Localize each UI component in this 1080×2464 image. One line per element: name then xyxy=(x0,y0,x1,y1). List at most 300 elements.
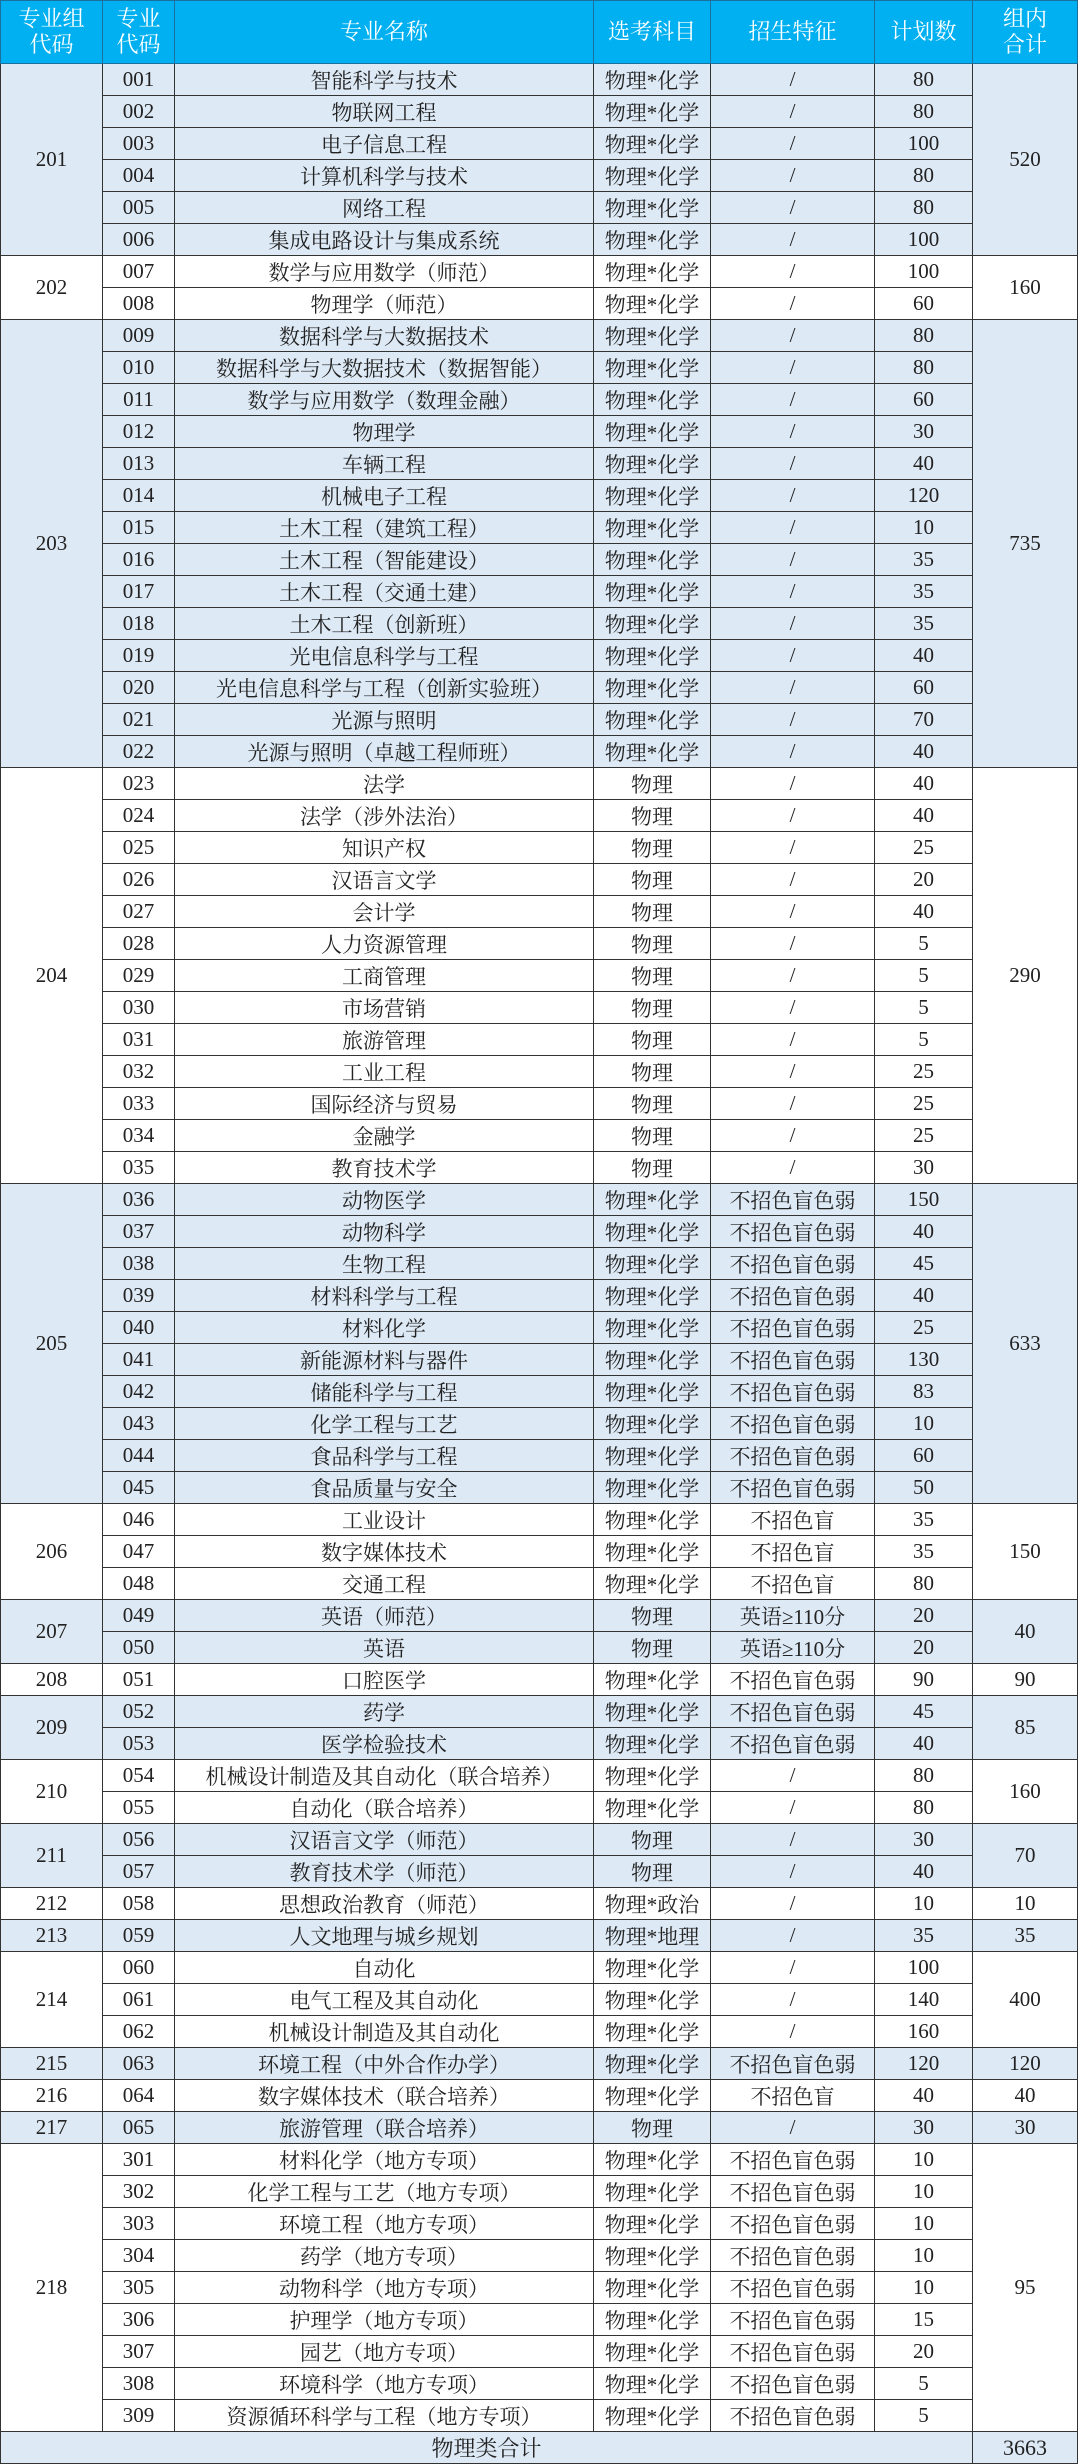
plan: 5 xyxy=(875,1024,973,1056)
major-name: 市场营销 xyxy=(175,992,594,1024)
major-name: 工业设计 xyxy=(175,1504,594,1536)
feature: 不招色盲色弱 xyxy=(711,2336,875,2368)
table-row xyxy=(1,1408,1078,1440)
major-name: 法学 xyxy=(175,768,594,800)
plan: 15 xyxy=(875,2304,973,2336)
feature: / xyxy=(711,992,875,1024)
major-name: 物理学 xyxy=(175,416,594,448)
feature: 不招色盲色弱 xyxy=(711,1280,875,1312)
group-code: 213 xyxy=(1,1920,103,1952)
feature: 不招色盲色弱 xyxy=(711,2368,875,2400)
major-name: 知识产权 xyxy=(175,832,594,864)
subjects: 物理*化学 xyxy=(594,544,711,576)
subjects: 物理 xyxy=(594,1120,711,1152)
feature: / xyxy=(711,96,875,128)
major-code: 055 xyxy=(103,1792,175,1824)
major-code: 308 xyxy=(103,2368,175,2400)
major-code: 054 xyxy=(103,1760,175,1792)
subjects: 物理*化学 xyxy=(594,192,711,224)
group-total: 90 xyxy=(973,1664,1078,1696)
table-row xyxy=(1,1536,1078,1568)
plan: 20 xyxy=(875,864,973,896)
group-code: 202 xyxy=(1,256,103,320)
subjects: 物理 xyxy=(594,1856,711,1888)
major-name: 光电信息科学与工程 xyxy=(175,640,594,672)
plan: 30 xyxy=(875,2112,973,2144)
subjects: 物理*化学 xyxy=(594,1376,711,1408)
plan: 35 xyxy=(875,576,973,608)
group-total: 290 xyxy=(973,768,1078,1184)
table-row xyxy=(1,992,1078,1024)
major-name: 金融学 xyxy=(175,1120,594,1152)
major-code: 058 xyxy=(103,1888,175,1920)
header-feature: 招生特征 xyxy=(711,1,875,64)
group-total: 40 xyxy=(973,1600,1078,1664)
table-body xyxy=(1,64,1078,2432)
feature: / xyxy=(711,320,875,352)
table-row xyxy=(1,192,1078,224)
major-code: 057 xyxy=(103,1856,175,1888)
major-name: 光源与照明 xyxy=(175,704,594,736)
feature: 不招色盲色弱 xyxy=(711,2240,875,2272)
feature: / xyxy=(711,288,875,320)
header-group-total: 组内合计 xyxy=(973,1,1078,64)
plan: 100 xyxy=(875,1952,973,1984)
major-name: 教育技术学 xyxy=(175,1152,594,1184)
subjects: 物理*化学 xyxy=(594,1792,711,1824)
major-code: 050 xyxy=(103,1632,175,1664)
subjects: 物理*化学 xyxy=(594,1408,711,1440)
group-total: 35 xyxy=(973,1920,1078,1952)
group-code: 211 xyxy=(1,1824,103,1888)
major-code: 036 xyxy=(103,1184,175,1216)
feature: 不招色盲 xyxy=(711,2080,875,2112)
feature: 不招色盲色弱 xyxy=(711,2176,875,2208)
major-name: 英语 xyxy=(175,1632,594,1664)
feature: / xyxy=(711,480,875,512)
group-total: 10 xyxy=(973,1888,1078,1920)
group-code: 214 xyxy=(1,1952,103,2048)
major-name: 食品科学与工程 xyxy=(175,1440,594,1472)
plan: 80 xyxy=(875,64,973,96)
feature: 不招色盲色弱 xyxy=(711,1440,875,1472)
subjects: 物理 xyxy=(594,768,711,800)
table-row xyxy=(1,2272,1078,2304)
table-row xyxy=(1,2368,1078,2400)
major-name: 汉语言文学（师范） xyxy=(175,1824,594,1856)
major-name: 环境工程（地方专项） xyxy=(175,2208,594,2240)
major-name: 生物工程 xyxy=(175,1248,594,1280)
group-total: 520 xyxy=(973,64,1078,256)
major-code: 040 xyxy=(103,1312,175,1344)
table-row xyxy=(1,1376,1078,1408)
plan: 5 xyxy=(875,928,973,960)
subjects: 物理*化学 xyxy=(594,1664,711,1696)
subjects: 物理 xyxy=(594,1152,711,1184)
plan: 45 xyxy=(875,1248,973,1280)
plan: 100 xyxy=(875,128,973,160)
feature: / xyxy=(711,928,875,960)
plan: 5 xyxy=(875,2368,973,2400)
subjects: 物理*化学 xyxy=(594,1248,711,1280)
major-code: 043 xyxy=(103,1408,175,1440)
major-code: 059 xyxy=(103,1920,175,1952)
major-name: 自动化（联合培养） xyxy=(175,1792,594,1824)
subjects: 物理*化学 xyxy=(594,576,711,608)
major-name: 数学与应用数学（数理金融） xyxy=(175,384,594,416)
header-major-code: 专业代码 xyxy=(103,1,175,64)
feature: / xyxy=(711,960,875,992)
subjects: 物理*化学 xyxy=(594,1696,711,1728)
major-code: 019 xyxy=(103,640,175,672)
plan: 5 xyxy=(875,992,973,1024)
major-code: 303 xyxy=(103,2208,175,2240)
major-code: 304 xyxy=(103,2240,175,2272)
feature: 不招色盲色弱 xyxy=(711,1184,875,1216)
plan: 100 xyxy=(875,224,973,256)
feature: / xyxy=(711,448,875,480)
table-row xyxy=(1,288,1078,320)
major-code: 028 xyxy=(103,928,175,960)
major-name: 数字媒体技术 xyxy=(175,1536,594,1568)
major-code: 014 xyxy=(103,480,175,512)
subjects: 物理*化学 xyxy=(594,1440,711,1472)
feature: / xyxy=(711,1792,875,1824)
major-name: 环境科学（地方专项） xyxy=(175,2368,594,2400)
table-row xyxy=(1,704,1078,736)
subjects: 物理 xyxy=(594,992,711,1024)
table-row xyxy=(1,832,1078,864)
major-name: 机械设计制造及其自动化 xyxy=(175,2016,594,2048)
subjects: 物理*化学 xyxy=(594,2080,711,2112)
major-name: 国际经济与贸易 xyxy=(175,1088,594,1120)
major-code: 034 xyxy=(103,1120,175,1152)
major-code: 053 xyxy=(103,1728,175,1760)
major-code: 044 xyxy=(103,1440,175,1472)
table-row xyxy=(1,896,1078,928)
feature: / xyxy=(711,512,875,544)
subjects: 物理*化学 xyxy=(594,672,711,704)
feature: / xyxy=(711,896,875,928)
group-code: 204 xyxy=(1,768,103,1184)
major-name: 化学工程与工艺 xyxy=(175,1408,594,1440)
major-code: 041 xyxy=(103,1344,175,1376)
major-name: 旅游管理 xyxy=(175,1024,594,1056)
subjects: 物理*化学 xyxy=(594,2368,711,2400)
major-name: 土木工程（创新班） xyxy=(175,608,594,640)
plan: 25 xyxy=(875,1120,973,1152)
plan: 10 xyxy=(875,1408,973,1440)
table-row xyxy=(1,768,1078,800)
major-name: 工业工程 xyxy=(175,1056,594,1088)
major-code: 015 xyxy=(103,512,175,544)
plan: 80 xyxy=(875,320,973,352)
major-name: 材料化学 xyxy=(175,1312,594,1344)
subjects: 物理*化学 xyxy=(594,2336,711,2368)
subjects: 物理*化学 xyxy=(594,2240,711,2272)
plan: 60 xyxy=(875,1440,973,1472)
feature: 不招色盲 xyxy=(711,1536,875,1568)
table-row xyxy=(1,160,1078,192)
major-code: 013 xyxy=(103,448,175,480)
major-name: 人文地理与城乡规划 xyxy=(175,1920,594,1952)
total-label: 物理类合计 xyxy=(1,2432,973,2464)
feature: / xyxy=(711,800,875,832)
major-code: 001 xyxy=(103,64,175,96)
feature: / xyxy=(711,1120,875,1152)
group-code: 210 xyxy=(1,1760,103,1824)
group-code: 207 xyxy=(1,1600,103,1664)
plan: 10 xyxy=(875,2240,973,2272)
feature: 不招色盲色弱 xyxy=(711,1216,875,1248)
subjects: 物理*化学 xyxy=(594,1952,711,1984)
table-row xyxy=(1,576,1078,608)
major-name: 自动化 xyxy=(175,1952,594,1984)
feature: / xyxy=(711,1856,875,1888)
major-code: 306 xyxy=(103,2304,175,2336)
plan: 30 xyxy=(875,416,973,448)
major-code: 060 xyxy=(103,1952,175,1984)
plan: 80 xyxy=(875,160,973,192)
table-row xyxy=(1,2304,1078,2336)
table-row xyxy=(1,2400,1078,2432)
plan: 40 xyxy=(875,1280,973,1312)
feature: / xyxy=(711,864,875,896)
group-code: 215 xyxy=(1,2048,103,2080)
subjects: 物理*化学 xyxy=(594,64,711,96)
plan: 150 xyxy=(875,1184,973,1216)
major-code: 029 xyxy=(103,960,175,992)
major-code: 027 xyxy=(103,896,175,928)
feature: 不招色盲色弱 xyxy=(711,2144,875,2176)
table-row xyxy=(1,224,1078,256)
plan: 90 xyxy=(875,1664,973,1696)
major-code: 002 xyxy=(103,96,175,128)
subjects: 物理*政治 xyxy=(594,1888,711,1920)
subjects: 物理*化学 xyxy=(594,448,711,480)
table-header-row xyxy=(1,1,1078,64)
subjects: 物理*化学 xyxy=(594,320,711,352)
subjects: 物理 xyxy=(594,1088,711,1120)
feature: / xyxy=(711,2112,875,2144)
subjects: 物理 xyxy=(594,896,711,928)
feature: / xyxy=(711,1152,875,1184)
plan: 20 xyxy=(875,2336,973,2368)
subjects: 物理*化学 xyxy=(594,288,711,320)
table-row xyxy=(1,1824,1078,1856)
major-code: 022 xyxy=(103,736,175,768)
group-code: 206 xyxy=(1,1504,103,1600)
group-total: 95 xyxy=(973,2144,1078,2432)
group-code: 212 xyxy=(1,1888,103,1920)
subjects: 物理*化学 xyxy=(594,224,711,256)
major-code: 056 xyxy=(103,1824,175,1856)
subjects: 物理*化学 xyxy=(594,1760,711,1792)
group-total: 40 xyxy=(973,2080,1078,2112)
major-code: 052 xyxy=(103,1696,175,1728)
plan: 25 xyxy=(875,1056,973,1088)
major-name: 人力资源管理 xyxy=(175,928,594,960)
plan: 5 xyxy=(875,2400,973,2432)
plan: 80 xyxy=(875,192,973,224)
subjects: 物理 xyxy=(594,928,711,960)
major-code: 010 xyxy=(103,352,175,384)
group-total: 70 xyxy=(973,1824,1078,1888)
major-code: 031 xyxy=(103,1024,175,1056)
feature: / xyxy=(711,1952,875,1984)
table-row xyxy=(1,608,1078,640)
major-name: 材料化学（地方专项） xyxy=(175,2144,594,2176)
subjects: 物理*化学 xyxy=(594,1568,711,1600)
major-code: 039 xyxy=(103,1280,175,1312)
subjects: 物理*化学 xyxy=(594,2016,711,2048)
feature: 不招色盲 xyxy=(711,1504,875,1536)
feature: 英语≥110分 xyxy=(711,1632,875,1664)
plan: 120 xyxy=(875,480,973,512)
subjects: 物理*化学 xyxy=(594,2272,711,2304)
major-code: 035 xyxy=(103,1152,175,1184)
major-name: 资源循环科学与工程（地方专项） xyxy=(175,2400,594,2432)
feature: / xyxy=(711,2016,875,2048)
feature: / xyxy=(711,1760,875,1792)
major-name: 药学（地方专项） xyxy=(175,2240,594,2272)
table-row xyxy=(1,1760,1078,1792)
major-code: 063 xyxy=(103,2048,175,2080)
major-name: 口腔医学 xyxy=(175,1664,594,1696)
feature: 不招色盲色弱 xyxy=(711,2400,875,2432)
table-row xyxy=(1,1952,1078,1984)
feature: / xyxy=(711,224,875,256)
feature: / xyxy=(711,416,875,448)
subjects: 物理*化学 xyxy=(594,2304,711,2336)
major-name: 网络工程 xyxy=(175,192,594,224)
major-name: 数字媒体技术（联合培养） xyxy=(175,2080,594,2112)
feature: 不招色盲色弱 xyxy=(711,1664,875,1696)
feature: 不招色盲色弱 xyxy=(711,1344,875,1376)
table-row xyxy=(1,1184,1078,1216)
major-code: 012 xyxy=(103,416,175,448)
major-name: 动物科学 xyxy=(175,1216,594,1248)
group-code: 205 xyxy=(1,1184,103,1504)
major-name: 电气工程及其自动化 xyxy=(175,1984,594,2016)
major-code: 008 xyxy=(103,288,175,320)
major-name: 土木工程（交通土建） xyxy=(175,576,594,608)
group-total: 85 xyxy=(973,1696,1078,1760)
major-code: 006 xyxy=(103,224,175,256)
subjects: 物理*化学 xyxy=(594,640,711,672)
major-name: 光源与照明（卓越工程师班） xyxy=(175,736,594,768)
subjects: 物理*化学 xyxy=(594,128,711,160)
major-code: 032 xyxy=(103,1056,175,1088)
plan: 10 xyxy=(875,2144,973,2176)
feature: / xyxy=(711,256,875,288)
feature: / xyxy=(711,704,875,736)
table-row xyxy=(1,64,1078,96)
major-name: 园艺（地方专项） xyxy=(175,2336,594,2368)
subjects: 物理*化学 xyxy=(594,704,711,736)
feature: 不招色盲色弱 xyxy=(711,1408,875,1440)
feature: / xyxy=(711,1056,875,1088)
major-name: 光电信息科学与工程（创新实验班） xyxy=(175,672,594,704)
major-name: 物联网工程 xyxy=(175,96,594,128)
major-code: 051 xyxy=(103,1664,175,1696)
major-code: 020 xyxy=(103,672,175,704)
feature: 不招色盲色弱 xyxy=(711,1376,875,1408)
header-subjects: 选考科目 xyxy=(594,1,711,64)
subjects: 物理*化学 xyxy=(594,2208,711,2240)
subjects: 物理 xyxy=(594,800,711,832)
subjects: 物理*化学 xyxy=(594,1184,711,1216)
subjects: 物理 xyxy=(594,1024,711,1056)
group-total: 633 xyxy=(973,1184,1078,1504)
table-row xyxy=(1,2176,1078,2208)
table-row xyxy=(1,736,1078,768)
subjects: 物理*化学 xyxy=(594,1312,711,1344)
major-code: 038 xyxy=(103,1248,175,1280)
feature: 不招色盲色弱 xyxy=(711,1472,875,1504)
header-group-code: 专业组代码 xyxy=(1,1,103,64)
plan: 40 xyxy=(875,1216,973,1248)
major-code: 011 xyxy=(103,384,175,416)
major-name: 环境工程（中外合作办学） xyxy=(175,2048,594,2080)
major-name: 土木工程（智能建设） xyxy=(175,544,594,576)
major-name: 数学与应用数学（师范） xyxy=(175,256,594,288)
major-code: 021 xyxy=(103,704,175,736)
plan: 20 xyxy=(875,1600,973,1632)
major-name: 新能源材料与器件 xyxy=(175,1344,594,1376)
group-total: 400 xyxy=(973,1952,1078,2048)
plan: 25 xyxy=(875,832,973,864)
plan: 70 xyxy=(875,704,973,736)
major-name: 车辆工程 xyxy=(175,448,594,480)
major-name: 化学工程与工艺（地方专项） xyxy=(175,2176,594,2208)
table-row xyxy=(1,2112,1078,2144)
feature: / xyxy=(711,544,875,576)
major-code: 045 xyxy=(103,1472,175,1504)
table-row xyxy=(1,96,1078,128)
plan: 40 xyxy=(875,2080,973,2112)
total-row xyxy=(1,2432,1078,2464)
plan: 25 xyxy=(875,1312,973,1344)
feature: / xyxy=(711,160,875,192)
table-row xyxy=(1,1920,1078,1952)
major-code: 033 xyxy=(103,1088,175,1120)
feature: / xyxy=(711,1984,875,2016)
plan: 40 xyxy=(875,1728,973,1760)
major-name: 数据科学与大数据技术（数据智能） xyxy=(175,352,594,384)
table-row xyxy=(1,1984,1078,2016)
major-name: 材料科学与工程 xyxy=(175,1280,594,1312)
major-name: 教育技术学（师范） xyxy=(175,1856,594,1888)
table-row xyxy=(1,640,1078,672)
table-row xyxy=(1,1856,1078,1888)
subjects: 物理*化学 xyxy=(594,1280,711,1312)
plan: 40 xyxy=(875,800,973,832)
subjects: 物理*化学 xyxy=(594,1216,711,1248)
plan: 5 xyxy=(875,960,973,992)
table-row xyxy=(1,1696,1078,1728)
table-row xyxy=(1,2144,1078,2176)
major-name: 智能科学与技术 xyxy=(175,64,594,96)
plan: 10 xyxy=(875,2208,973,2240)
table-row xyxy=(1,416,1078,448)
major-name: 动物科学（地方专项） xyxy=(175,2272,594,2304)
subjects: 物理*化学 xyxy=(594,512,711,544)
plan: 40 xyxy=(875,768,973,800)
table-row xyxy=(1,1728,1078,1760)
major-name: 护理学（地方专项） xyxy=(175,2304,594,2336)
plan: 140 xyxy=(875,1984,973,2016)
